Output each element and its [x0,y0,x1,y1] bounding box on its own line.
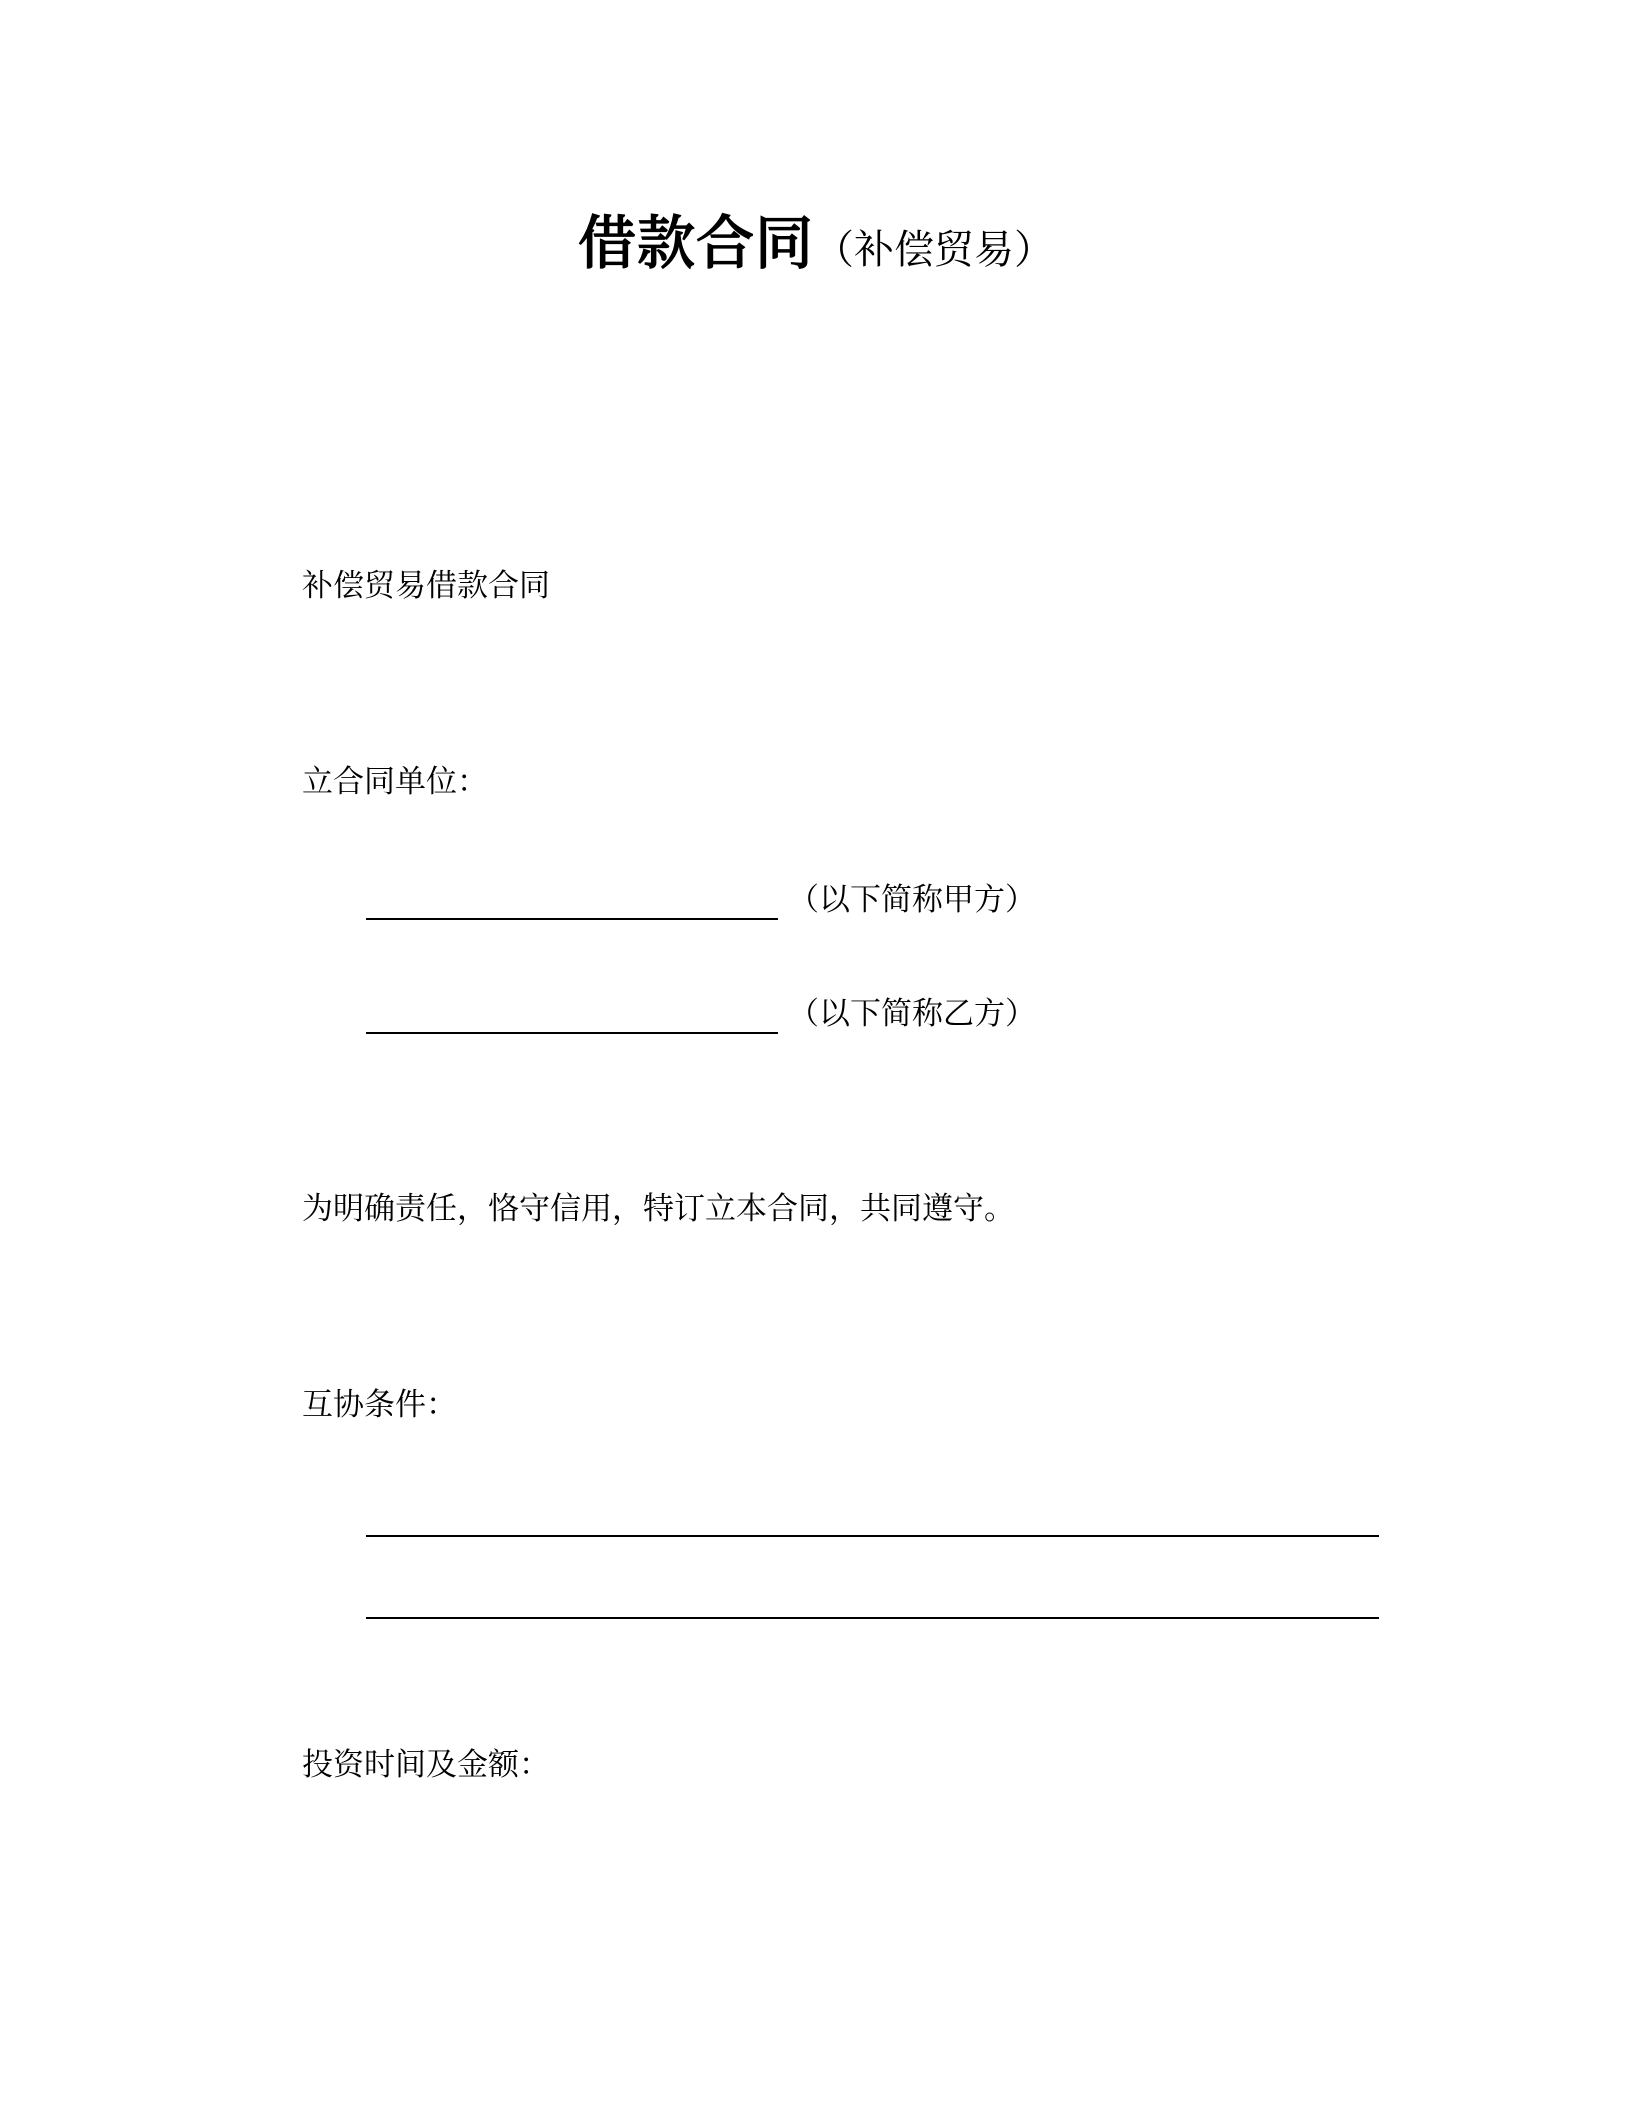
party-a-row [366,880,1036,920]
party-b-blank[interactable] [366,998,778,1034]
title-subtitle: （补偿贸易） [814,227,1054,273]
document-title [0,196,1632,280]
party-b-row [366,994,1036,1034]
contract-heading: 补偿贸易借款合同 [302,568,550,604]
conditions-blank-line-1[interactable] [366,1535,1379,1537]
party-a-label: （以下简称甲方） [788,882,1036,918]
party-a-blank[interactable] [366,884,778,920]
parties-label: 立合同单位： [302,764,488,800]
preamble-text: 为明确责任，恪守信用，特订立本合同，共同遵守。 [302,1191,1015,1227]
title-main: 借款合同 [577,209,814,277]
party-b-label: （以下简称乙方） [788,996,1036,1032]
conditions-heading: 互协条件： [302,1387,457,1423]
conditions-blank-line-2[interactable] [366,1617,1379,1619]
investment-heading: 投资时间及金额： [302,1747,550,1783]
